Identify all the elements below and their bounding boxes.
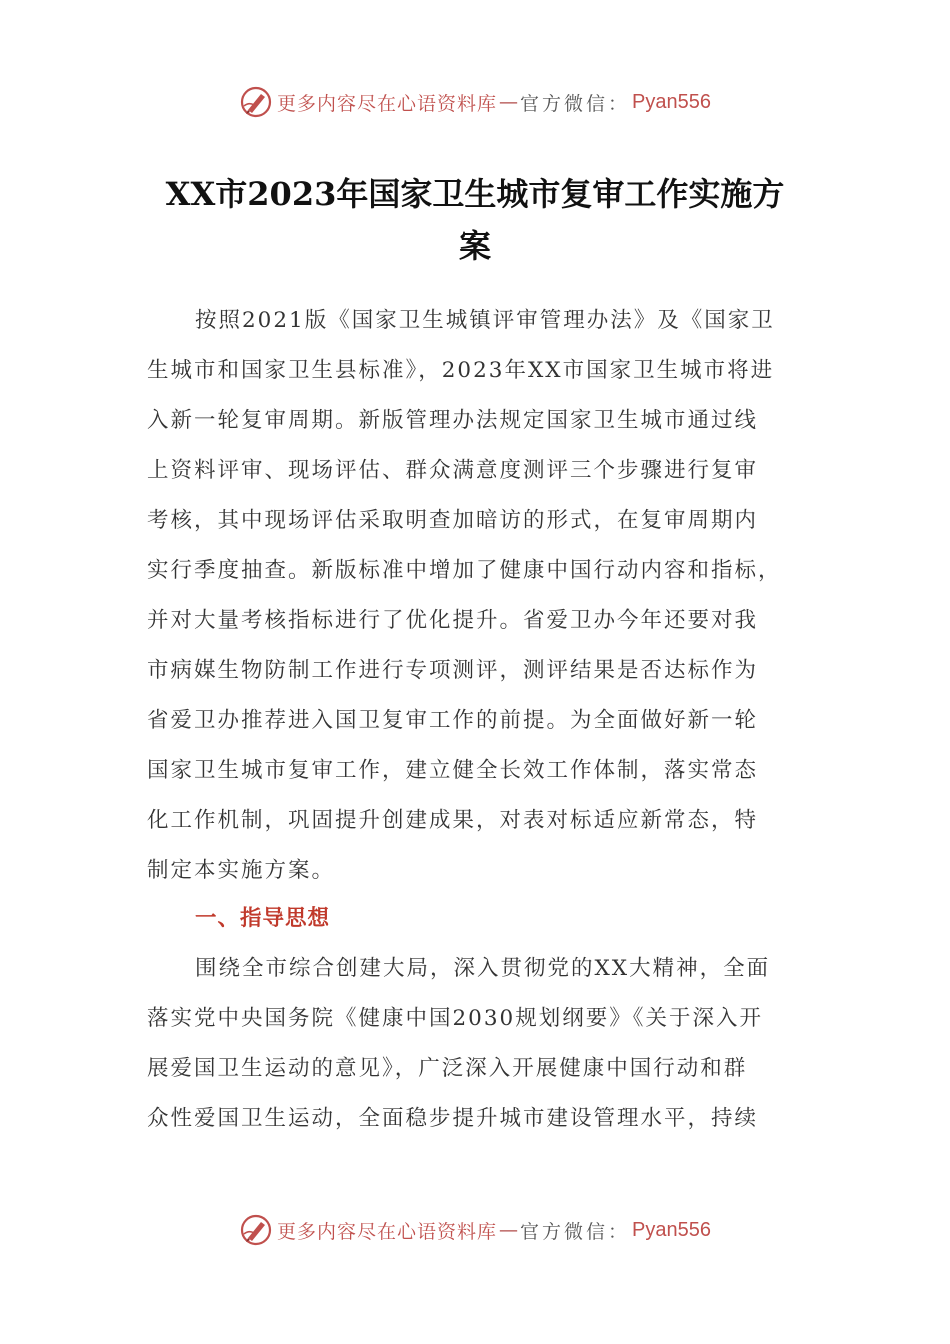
paragraph-line: 展爱国卫生运动的意见》，广泛深入开展健康中国行动和群 bbox=[147, 1056, 748, 1081]
paragraph-line: 上资料评审、现场评估、群众满意度测评三个步骤进行复审 bbox=[147, 458, 759, 483]
banner-wechat-id: Pyan556 bbox=[632, 1218, 711, 1241]
guiding-thought-paragraph bbox=[147, 944, 805, 1144]
paragraph-line: 国家卫生城市复审工作，建立健全长效工作体制，落实常态 bbox=[147, 758, 759, 783]
paragraph-line: 省爱卫办推荐进入国卫复审工作的前提。为全面做好新一轮 bbox=[147, 708, 759, 733]
banner-text: 更多内容尽在心语资料库 bbox=[277, 92, 498, 115]
pen-logo-icon bbox=[239, 85, 273, 119]
paragraph-line: 众性爱国卫生运动，全面稳步提升城市建设管理水平，持续 bbox=[147, 1106, 759, 1131]
paragraph-line: 围绕全市综合创建大局，深入贯彻党的XX大精神，全面 bbox=[195, 956, 771, 981]
paragraph-line: 落实党中央国务院《健康中国2030规划纲要》《关于深入开 bbox=[147, 1006, 763, 1031]
pen-logo-icon bbox=[239, 1213, 273, 1247]
section-heading-guiding-thought: 一、指导思想 bbox=[195, 906, 331, 931]
banner-wechat-label: 官方微信： bbox=[520, 1220, 631, 1243]
paragraph-line: 化工作机制，巩固提升创建成果，对表对标适应新常态，特 bbox=[147, 808, 759, 833]
intro-paragraph bbox=[147, 296, 805, 896]
paragraph-line: 市病媒生物防制工作进行专项测评，测评结果是否达标作为 bbox=[147, 658, 759, 683]
paragraph-line: 入新一轮复审周期。新版管理办法规定国家卫生城市通过线 bbox=[147, 408, 759, 433]
paragraph-line: 并对大量考核指标进行了优化提升。省爱卫办今年还要对我 bbox=[147, 608, 759, 633]
banner-wechat-id: Pyan556 bbox=[632, 90, 711, 113]
paragraph-line: 生城市和国家卫生县标准》，2023年XX市国家卫生城市将进 bbox=[147, 358, 775, 383]
footer-banner bbox=[0, 1210, 950, 1250]
title-line: XX市2023年国家卫生城市复审工作实施方 bbox=[165, 175, 785, 213]
paragraph-line: 按照2021版《国家卫生城镇评审管理办法》及《国家卫 bbox=[195, 308, 775, 333]
banner-dash: — bbox=[499, 91, 519, 113]
paragraph-line: 考核，其中现场评估采取明查加暗访的形式，在复审周期内 bbox=[147, 508, 759, 533]
header-banner bbox=[0, 82, 950, 122]
title-line: 案 bbox=[458, 227, 491, 265]
document-title bbox=[145, 168, 805, 272]
banner-dash: — bbox=[499, 1219, 519, 1241]
paragraph-line: 制定本实施方案。 bbox=[147, 858, 336, 883]
banner-wechat-label: 官方微信： bbox=[520, 92, 631, 115]
banner-text: 更多内容尽在心语资料库 bbox=[277, 1220, 498, 1243]
paragraph-line: 实行季度抽查。新版标准中增加了健康中国行动内容和指标， bbox=[147, 558, 782, 583]
